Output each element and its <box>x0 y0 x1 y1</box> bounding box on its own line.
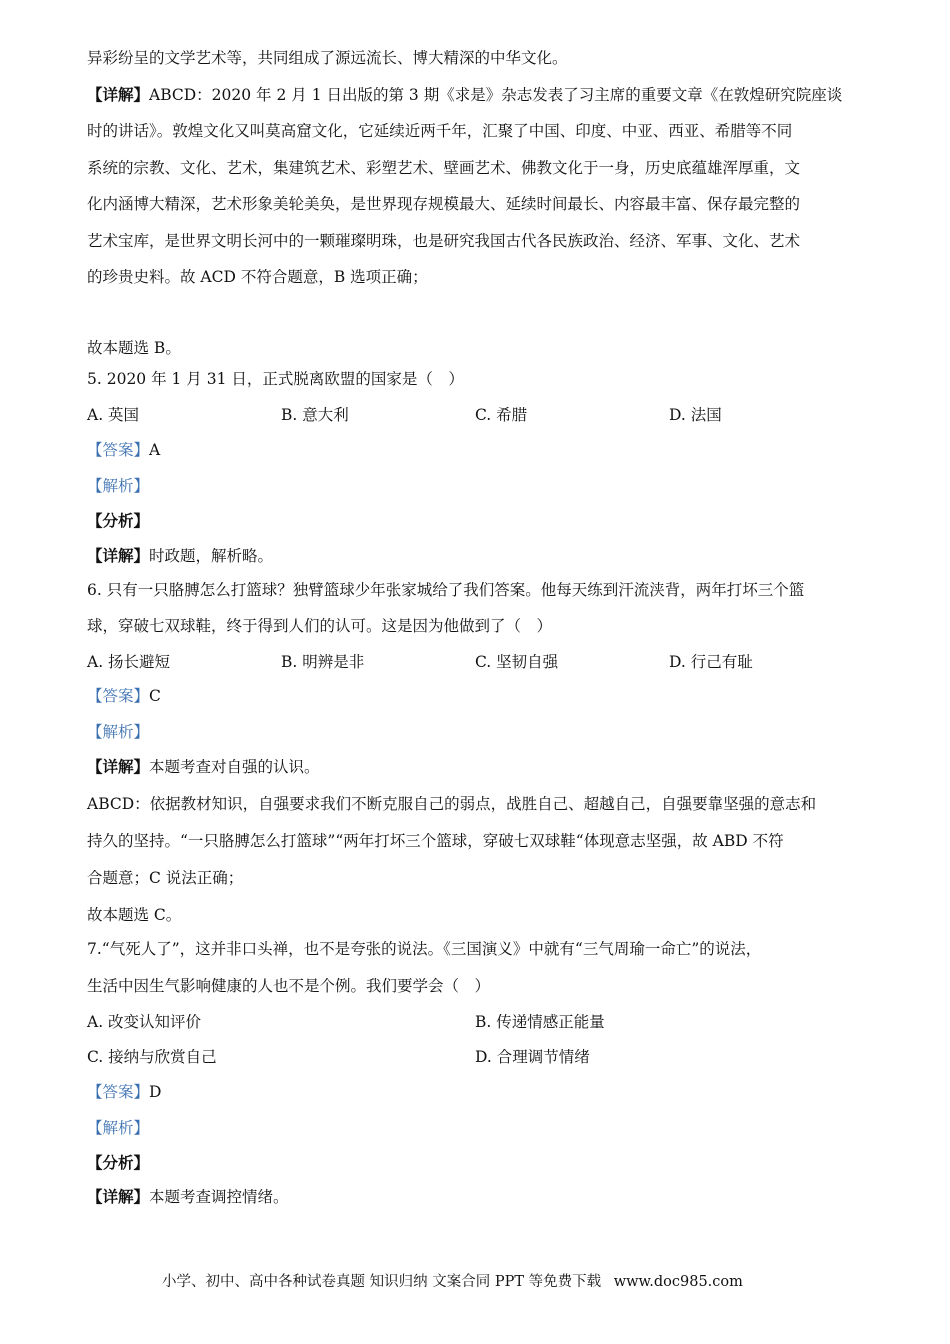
q5-stem: 5. 2020 年 1 月 31 日，正式脱离欧盟的国家是（ ） <box>87 370 464 388</box>
q7-option-b: B. 传递情感正能量 <box>475 1013 605 1031</box>
q5-detail: 【详解】时政题，解析略。 <box>87 546 274 565</box>
q5-fenxi-tag: 【分析】 <box>87 511 150 530</box>
q6-detail-line-2: 持久的坚持。“一只胳膊怎么打篮球”“两年打坏三个篮球，穿破七双球鞋“体现意志坚强，故 ABD 不符 <box>87 832 784 850</box>
q7-analysis-tag: 【解析】 <box>87 1119 150 1137</box>
q4-conclusion: 故本题选 B。 <box>87 339 181 357</box>
q7-fenxi-tag: 【分析】 <box>87 1153 150 1172</box>
q4-detail-line-2: 时的讲话》。敦煌文化又叫莫高窟文化，它延续近两千年，汇聚了中国、印度、中亚、西亚、希腊等不同 <box>87 122 793 140</box>
page-footer <box>162 1270 751 1291</box>
q7-answer <box>87 1082 161 1102</box>
q6-detail-line-3: 合题意；C 说法正确； <box>87 869 244 887</box>
q6-answer-tag: 【答案】 <box>87 687 150 705</box>
q6-option-d: D. 行己有耻 <box>669 653 753 671</box>
q6-answer-value: C <box>149 687 161 705</box>
q4-detail-line-1: 【详解】ABCD：2020 年 2 月 1 日出版的第 3 期《求是》杂志发表了习主席的重要文章《在敦煌研究院座谈 <box>87 85 843 104</box>
q6-option-b: B. 明辨是非 <box>281 653 365 671</box>
q5-answer-value: A <box>149 441 161 459</box>
q7-option-c: C. 接纳与欣赏自己 <box>87 1048 217 1066</box>
q4-detail-tag: 【详解】 <box>87 85 150 104</box>
q6-analysis-tag: 【解析】 <box>87 723 150 741</box>
q7-option-d: D. 合理调节情绪 <box>475 1048 590 1066</box>
q7-option-a: A. 改变认知评价 <box>87 1013 202 1031</box>
q5-option-c: C. 希腊 <box>475 406 528 424</box>
q6-detail-tag: 【详解】 <box>87 757 150 776</box>
q7-stem-line-2: 生活中因生气影响健康的人也不是个例。我们要学会（ ） <box>87 977 491 995</box>
q6-option-c: C. 坚韧自强 <box>475 653 559 671</box>
q6-detail-line-1: ABCD：依据教材知识，自强要求我们不断克服自己的弱点，战胜自己、超越自己，自强要靠坚强的意志和 <box>87 795 817 813</box>
q7-answer-tag: 【答案】 <box>87 1083 150 1101</box>
footer-text: 小学、初中、高中各种试卷真题 知识归纳 文案合同 PPT 等免费下载 <box>162 1274 602 1290</box>
q5-option-b: B. 意大利 <box>281 406 349 424</box>
q4-detail-line-6: 的珍贵史料。故 ACD 不符合题意，B 选项正确； <box>87 268 428 286</box>
q5-analysis-tag: 【解析】 <box>87 477 150 495</box>
q5-option-d: D. 法国 <box>669 406 722 424</box>
q5-answer-tag: 【答案】 <box>87 441 150 459</box>
q6-conclusion: 故本题选 C。 <box>87 906 182 924</box>
q4-detail-line-5: 艺术宝库，是世界文明长河中的一颗璀璨明珠，也是研究我国古代各民族政治、经济、军事、文化、艺术 <box>87 232 801 250</box>
q5-option-a: A. 英国 <box>87 406 140 424</box>
q6-stem-line-1: 6. 只有一只胳膊怎么打篮球？独臂篮球少年张家城给了我们答案。他每天练到汗流浃背，两年打坏三个篮 <box>87 581 805 599</box>
q7-answer-value: D <box>149 1083 162 1101</box>
q5-detail-tag: 【详解】 <box>87 546 150 565</box>
q6-detail-first: 【详解】本题考查对自强的认识。 <box>87 757 320 776</box>
q6-answer <box>87 686 161 706</box>
q4-detail-line-4: 化内涵博大精深，艺术形象美轮美奂，是世界现存规模最大、延续时间最长、内容最丰富、保存最完整的 <box>87 195 801 213</box>
continuation-text: 异彩纷呈的文学艺术等，共同组成了源远流长、博大精深的中华文化。 <box>87 49 568 67</box>
q5-answer <box>87 440 160 460</box>
q7-stem-line-1: 7.“气死人了”，这并非口头禅，也不是夸张的说法。《三国演义》中就有“三气周瑜一命亡”的说法， <box>87 940 762 958</box>
q6-option-a: A. 扬长避短 <box>87 653 171 671</box>
q7-detail-tag: 【详解】 <box>87 1187 150 1206</box>
q4-detail-line-3: 系统的宗教、文化、艺术，集建筑艺术、彩塑艺术、壁画艺术、佛教文化于一身，历史底蕴雄浑厚重，文 <box>87 159 801 177</box>
footer-link[interactable]: www.doc985.com <box>613 1274 743 1290</box>
q6-stem-line-2: 球，穿破七双球鞋，终于得到人们的认可。这是因为他做到了（ ） <box>87 617 553 635</box>
q7-detail: 【详解】本题考查调控情绪。 <box>87 1187 289 1206</box>
